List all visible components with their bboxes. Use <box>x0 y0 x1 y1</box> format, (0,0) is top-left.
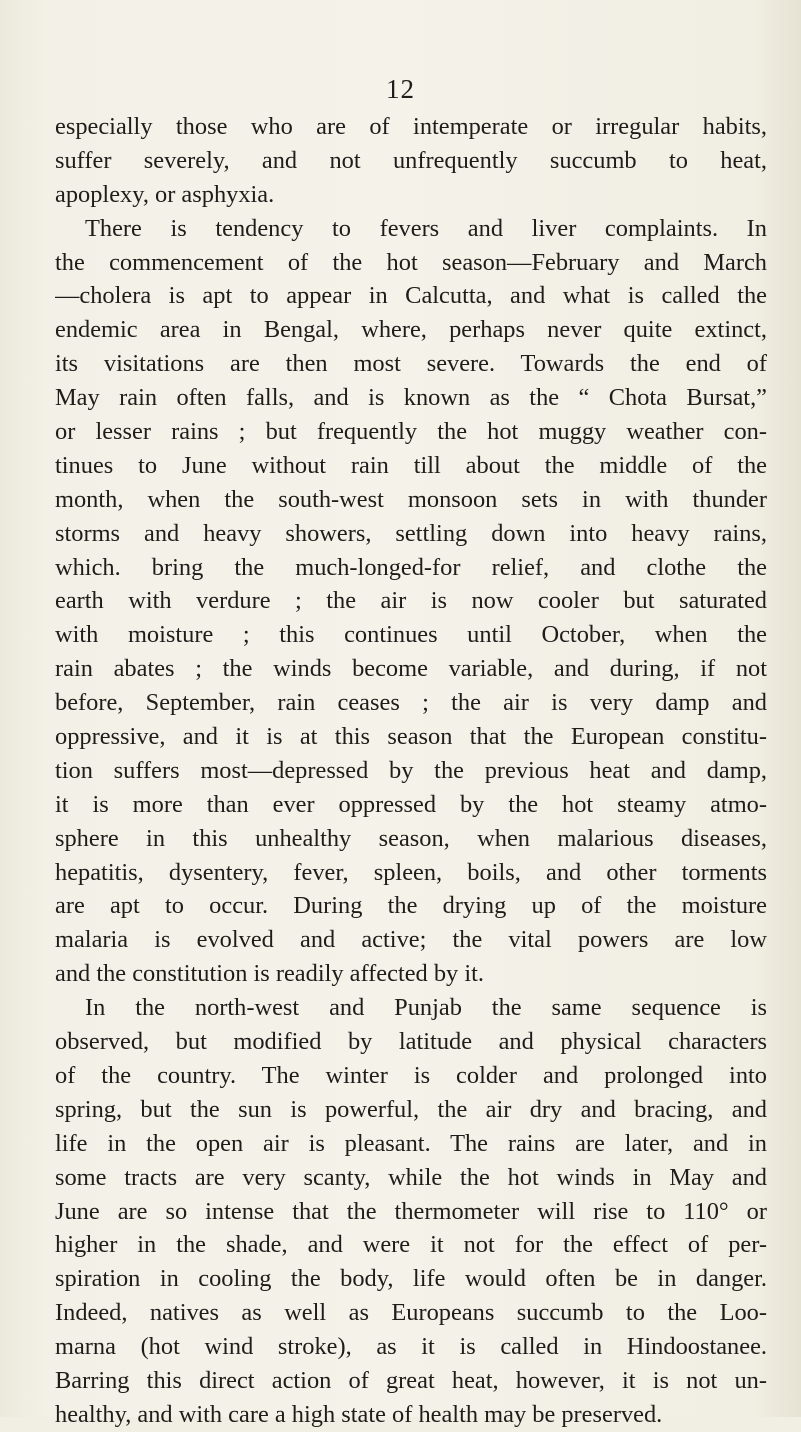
text-line: or lesser rains ; but frequently the hot muggy weather con- <box>55 418 767 446</box>
body-text <box>55 110 767 1432</box>
text-line: spiration in cooling the body, life would often be in danger. <box>55 1265 767 1293</box>
text-line: some tracts are very scanty, while the hot winds in May and <box>55 1163 767 1191</box>
text-line: observed, but modified by latitude and physical characters <box>55 1028 767 1056</box>
text-line: rain abates ; the winds become variable, and during, if not <box>55 655 767 683</box>
text-line: spring, but the sun is powerful, the air dry and bracing, and <box>55 1095 767 1123</box>
text-line: apoplexy, or asphyxia. <box>55 180 275 208</box>
text-line: malaria is evolved and active; the vital powers are low <box>55 926 767 954</box>
text-line: In the north-west and Punjab the same sequence is <box>85 994 767 1022</box>
text-line: There is tendency to fevers and liver complaints. In <box>85 214 767 242</box>
text-line: endemic area in Bengal, where, perhaps never quite extinct, <box>55 316 767 344</box>
text-line: earth with verdure ; the air is now cooler but saturated <box>55 587 767 615</box>
text-line: marna (hot wind stroke), as it is called in Hindoostanee. <box>55 1333 767 1361</box>
text-line: of the country. The winter is colder and prolonged into <box>55 1061 767 1089</box>
text-line: higher in the shade, and were it not for the effect of per- <box>55 1231 767 1259</box>
text-line: life in the open air is pleasant. The rains are later, and in <box>55 1129 767 1157</box>
text-line: oppressive, and it is at this season that the European constitu- <box>55 723 767 751</box>
text-line: tion suffers most—depressed by the previous heat and damp, <box>55 756 767 784</box>
text-line: with moisture ; this continues until October, when the <box>55 621 767 649</box>
text-line: storms and heavy showers, settling down into heavy rains, <box>55 519 767 547</box>
text-line: June are so intense that the thermometer will rise to 110° or <box>55 1197 767 1225</box>
text-line: and the constitution is readily affected by it. <box>55 960 484 988</box>
text-line: the commencement of the hot season—February and March <box>55 248 767 276</box>
page-number: 12 <box>386 74 415 104</box>
text-line: Barring this direct action of great heat, however, it is not un- <box>55 1366 767 1394</box>
text-line: hepatitis, dysentery, fever, spleen, boils, and other torments <box>55 858 767 886</box>
text-line: May rain often falls, and is known as the “ Chota Bursat,” <box>55 384 767 412</box>
text-line: its visitations are then most severe. Towards the end of <box>55 350 767 378</box>
text-line: healthy, and with care a high state of health may be preserved. <box>55 1400 663 1428</box>
text-line: which. bring the much-longed-for relief, and clothe the <box>55 553 767 581</box>
text-line: month, when the south-west monsoon sets in with thunder <box>55 485 767 513</box>
text-line: sphere in this unhealthy season, when malarious diseases, <box>55 824 767 852</box>
text-line: tinues to June without rain till about the middle of the <box>55 451 767 479</box>
text-line: —cholera is apt to appear in Calcutta, and what is called the <box>55 282 767 310</box>
text-line: suffer severely, and not unfrequently succumb to heat, <box>55 146 767 174</box>
text-line: are apt to occur. During the drying up of the moisture <box>55 892 767 920</box>
text-line: before, September, rain ceases ; the air is very damp and <box>55 689 767 717</box>
text-line: Indeed, natives as well as Europeans succumb to the Loo- <box>55 1299 767 1327</box>
text-line: especially those who are of intemperate or irregular habits, <box>55 113 767 140</box>
text-line: it is more than ever oppressed by the hot steamy atmo- <box>55 790 767 818</box>
